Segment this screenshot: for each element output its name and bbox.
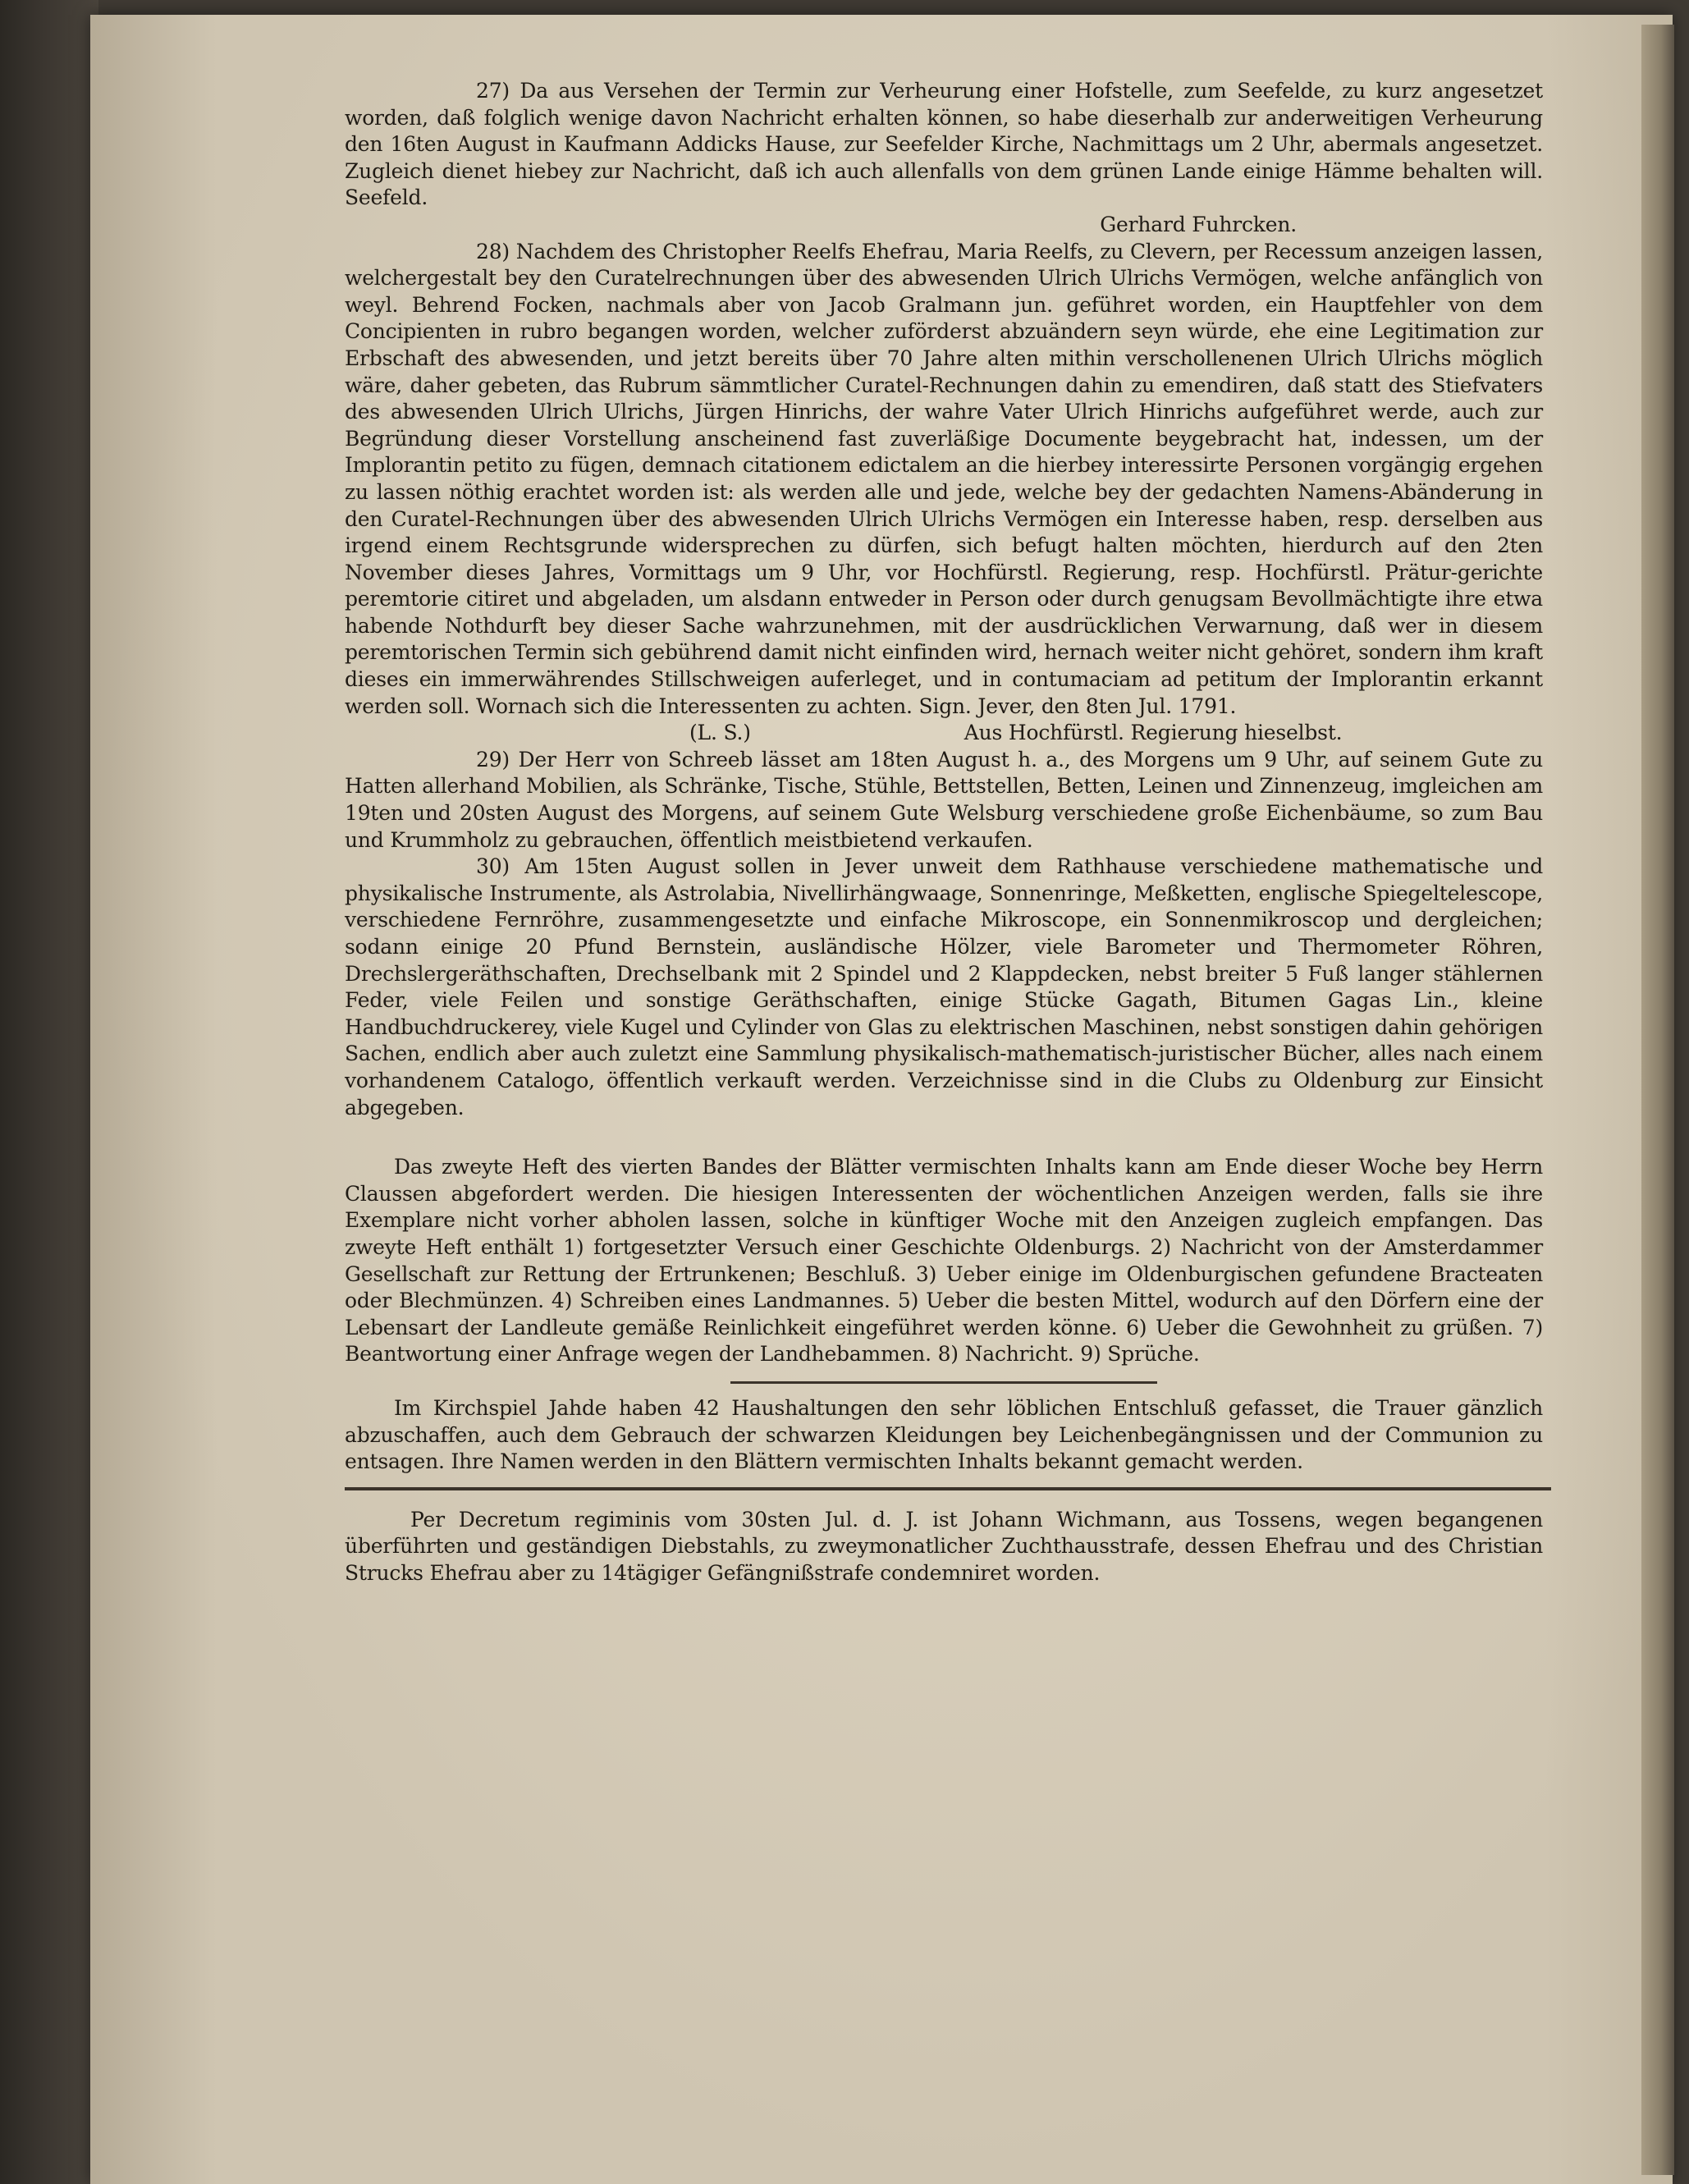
seal-mark: (L. S.) (689, 721, 751, 745)
decree-notice: Per Decretum regiminis vom 30sten Jul. d. J. ist Johann Wichmann, aus Tossens, wegen begangenen überführten und geständigen Diebstahls, zu zweymonatlicher Zuchthausstrafe, dessen Ehefrau und des Christian Strucks Ehefrau aber zu 14tägiger Gefängnißstrafe condemniret worden. (345, 1507, 1543, 1585)
notice-jahde: Im Kirchspiel Jahde haben 42 Haushaltungen den sehr löblichen Entschluß gefasset, die Trauer gänzlich abzuschaffen, auch dem Gebrauch der schwarzen Kleidungen bey Leichenbegängnissen und der Communion zu entsagen. Ihre Namen werden in den Blättern vermischten Inhalts bekannt gemacht werden. (345, 1395, 1543, 1474)
page-text (345, 78, 1543, 1586)
section-divider-full (345, 1487, 1551, 1490)
notice-27: 27) Da aus Versehen der Termin zur Verheurung einer Hofstelle, zum Seefelde, zu kurz angesetzet worden, daß folglich wenige davon Nachricht erhalten können, so habe dieserhalb zur anderweitigen Verheurung den 16ten August in Kaufmann Addicks Hause, zur Seefelder Kirche, Nachmittags um 2 Uhr, abermals angesetzet. Zugleich dienet hiebey zur Nachricht, daß ich auch allenfalls von dem grünen Lande einige Hämme behalten will. Seefeld. (345, 79, 1543, 210)
section-divider (730, 1381, 1157, 1384)
notice-blaetter: Das zweyte Heft des vierten Bandes der Blätter vermischten Inhalts kann am Ende dieser Woche bey Herrn Claussen abgefordert werden. Die hiesigen Interessenten der wöchentlichen Anzeigen werden, falls sie ihre Exemplare nicht vorher abholen lassen, solche in künftiger Woche mit den Anzeigen zugleich empfangen. Das zweyte Heft enthält 1) fortgesetzter Versuch einer Geschichte Oldenburgs. 2) Nachricht von der Amsterdammer Gesellschaft zur Rettung der Ertrunkenen; Beschluß. 3) Ueber einige im Oldenburgischen gefundene Bracteaten oder Blechmünzen. 4) Schreiben eines Landmannes. 5) Ueber die besten Mittel, wodurch auf den Dörfern eine der Lebensart der Landleute gemäße Reinlichkeit eingeführet werden könne. 6) Ueber die Gewohnheit zu grüßen. 7) Beantwortung einer Anfrage wegen der Landhebammen. 8) Nachricht. 9) Sprüche. (345, 1155, 1543, 1367)
issuing-authority: Aus Hochfürstl. Regierung hieselbst. (964, 721, 1343, 745)
book-spine (0, 0, 98, 2184)
signature-27: Gerhard Fuhrcken. (1100, 212, 1297, 236)
seal-line (345, 720, 1543, 747)
spacer (345, 1121, 1543, 1154)
notice-30: 30) Am 15ten August sollen in Jever unweit dem Rathhause verschiedene mathematische und physikalische Instrumente, als Astrolabia, Nivellirhängwaage, Sonnenringe, Meßketten, englische Spiegeltelescope, verschiedene Fernröhre, zusammengesetzte und einfache Mikroscope, ein Sonnenmikroscop und dergleichen; sodann einige 20 Pfund Bernstein, ausländische Hölzer, viele Barometer und Thermometer Röhren, Drechslergeräthschaften, Drechselbank mit 2 Spindel und 2 Klappdecken, nebst breiter 5 Fuß langer stählernen Feder, viele Feilen und sonstige Geräthschaften, einige Stücke Gagath, Bitumen Gagas Lin., kleine Handbuchdruckerey, viele Kugel und Cylinder von Glas zu elektrischen Maschinen, nebst sonstigen dahin gehörigen Sachen, endlich aber auch zuletzt eine Sammlung physikalisch-mathematisch-juristischer Bücher, alles nach einem vorhandenem Catalogo, öffentlich verkauft werden. Verzeichnisse sind in die Clubs zu Oldenburg zur Einsicht abgegeben. (345, 854, 1543, 1119)
notice-28: 28) Nachdem des Christopher Reelfs Ehefrau, Maria Reelfs, zu Clevern, per Recessum anzeigen lassen, welchergestalt bey den Curatelrechnungen über des abwesenden Ulrich Ulrichs Vermögen, welche anfänglich von weyl. Behrend Focken, nachmals aber von Jacob Gralmann jun. geführet worden, ein Hauptfehler von dem Concipienten in rubro begangen worden, welcher zuförderst abzuändern seyn würde, ehe eine Legitimation zur Erbschaft des abwesenden, und jetzt bereits über 70 Jahre alten mithin verschollenenen Ulrich Ulrichs möglich wäre, daher gebeten, das Rubrum sämmtlicher Curatel-Rechnungen dahin zu emendiren, daß statt des Stiefvaters des abwesenden Ulrich Ulrichs, Jürgen Hinrichs, der wahre Vater Ulrich Hinrichs aufgeführet werde, auch zur Begründung dieser Vorstellung anscheinend fast zuverläßige Documente beygebracht hat, indessen, um der Implorantin petito zu fügen, demnach citationem edictalem an die hierbey interessirte Personen vorgängig ergehen zu lassen nöthig erachtet worden ist: als werden alle und jede, welche bey der gedachten Namens-Abänderung in den Curatel-Rechnungen über des abwesenden Ulrich Ulrichs Vermögen ein Interesse haben, resp. derselben aus irgend einem Rechtsgrunde widersprechen zu dürfen, sich befugt halten möchten, hierdurch auf den 2ten November dieses Jahres, Vormittags um 9 Uhr, vor Hochfürstl. Regierung, resp. Hochfürstl. Prätur-gerichte peremtorie citiret und abgeladen, um alsdann entweder in Person oder durch genugsam Bevollmächtigte ihre etwa habende Nothdurft bey dieser Sache wahrzunehmen, mit der ausdrücklichen Verwarnung, daß wer in diesem peremtorischen Termin sich gebührend damit nicht einfinden wird, hernach weiter nicht gehöret, sondern ihm kraft dieses ein immerwährendes Stillschweigen auferleget, und in contumaciam ad petitum der Implorantin erkannt werden soll. Wornach sich die Interessenten zu achten. Sign. Jever, den 8ten Jul. 1791. (345, 239, 1543, 718)
page-edge (1641, 25, 1674, 2175)
notice-29: 29) Der Herr von Schreeb lässet am 18ten August h. a., des Morgens um 9 Uhr, auf seinem Gute zu Hatten allerhand Mobilien, als Schränke, Tische, Stühle, Bettstellen, Betten, Leinen und Zinnenzeug, imgleichen am 19ten und 20sten August des Morgens, auf seinem Gute Welsburg verschiedene große Eichenbäume, so zum Bau und Krummholz zu gebrauchen, öffentlich meistbietend verkaufen. (345, 747, 1543, 852)
